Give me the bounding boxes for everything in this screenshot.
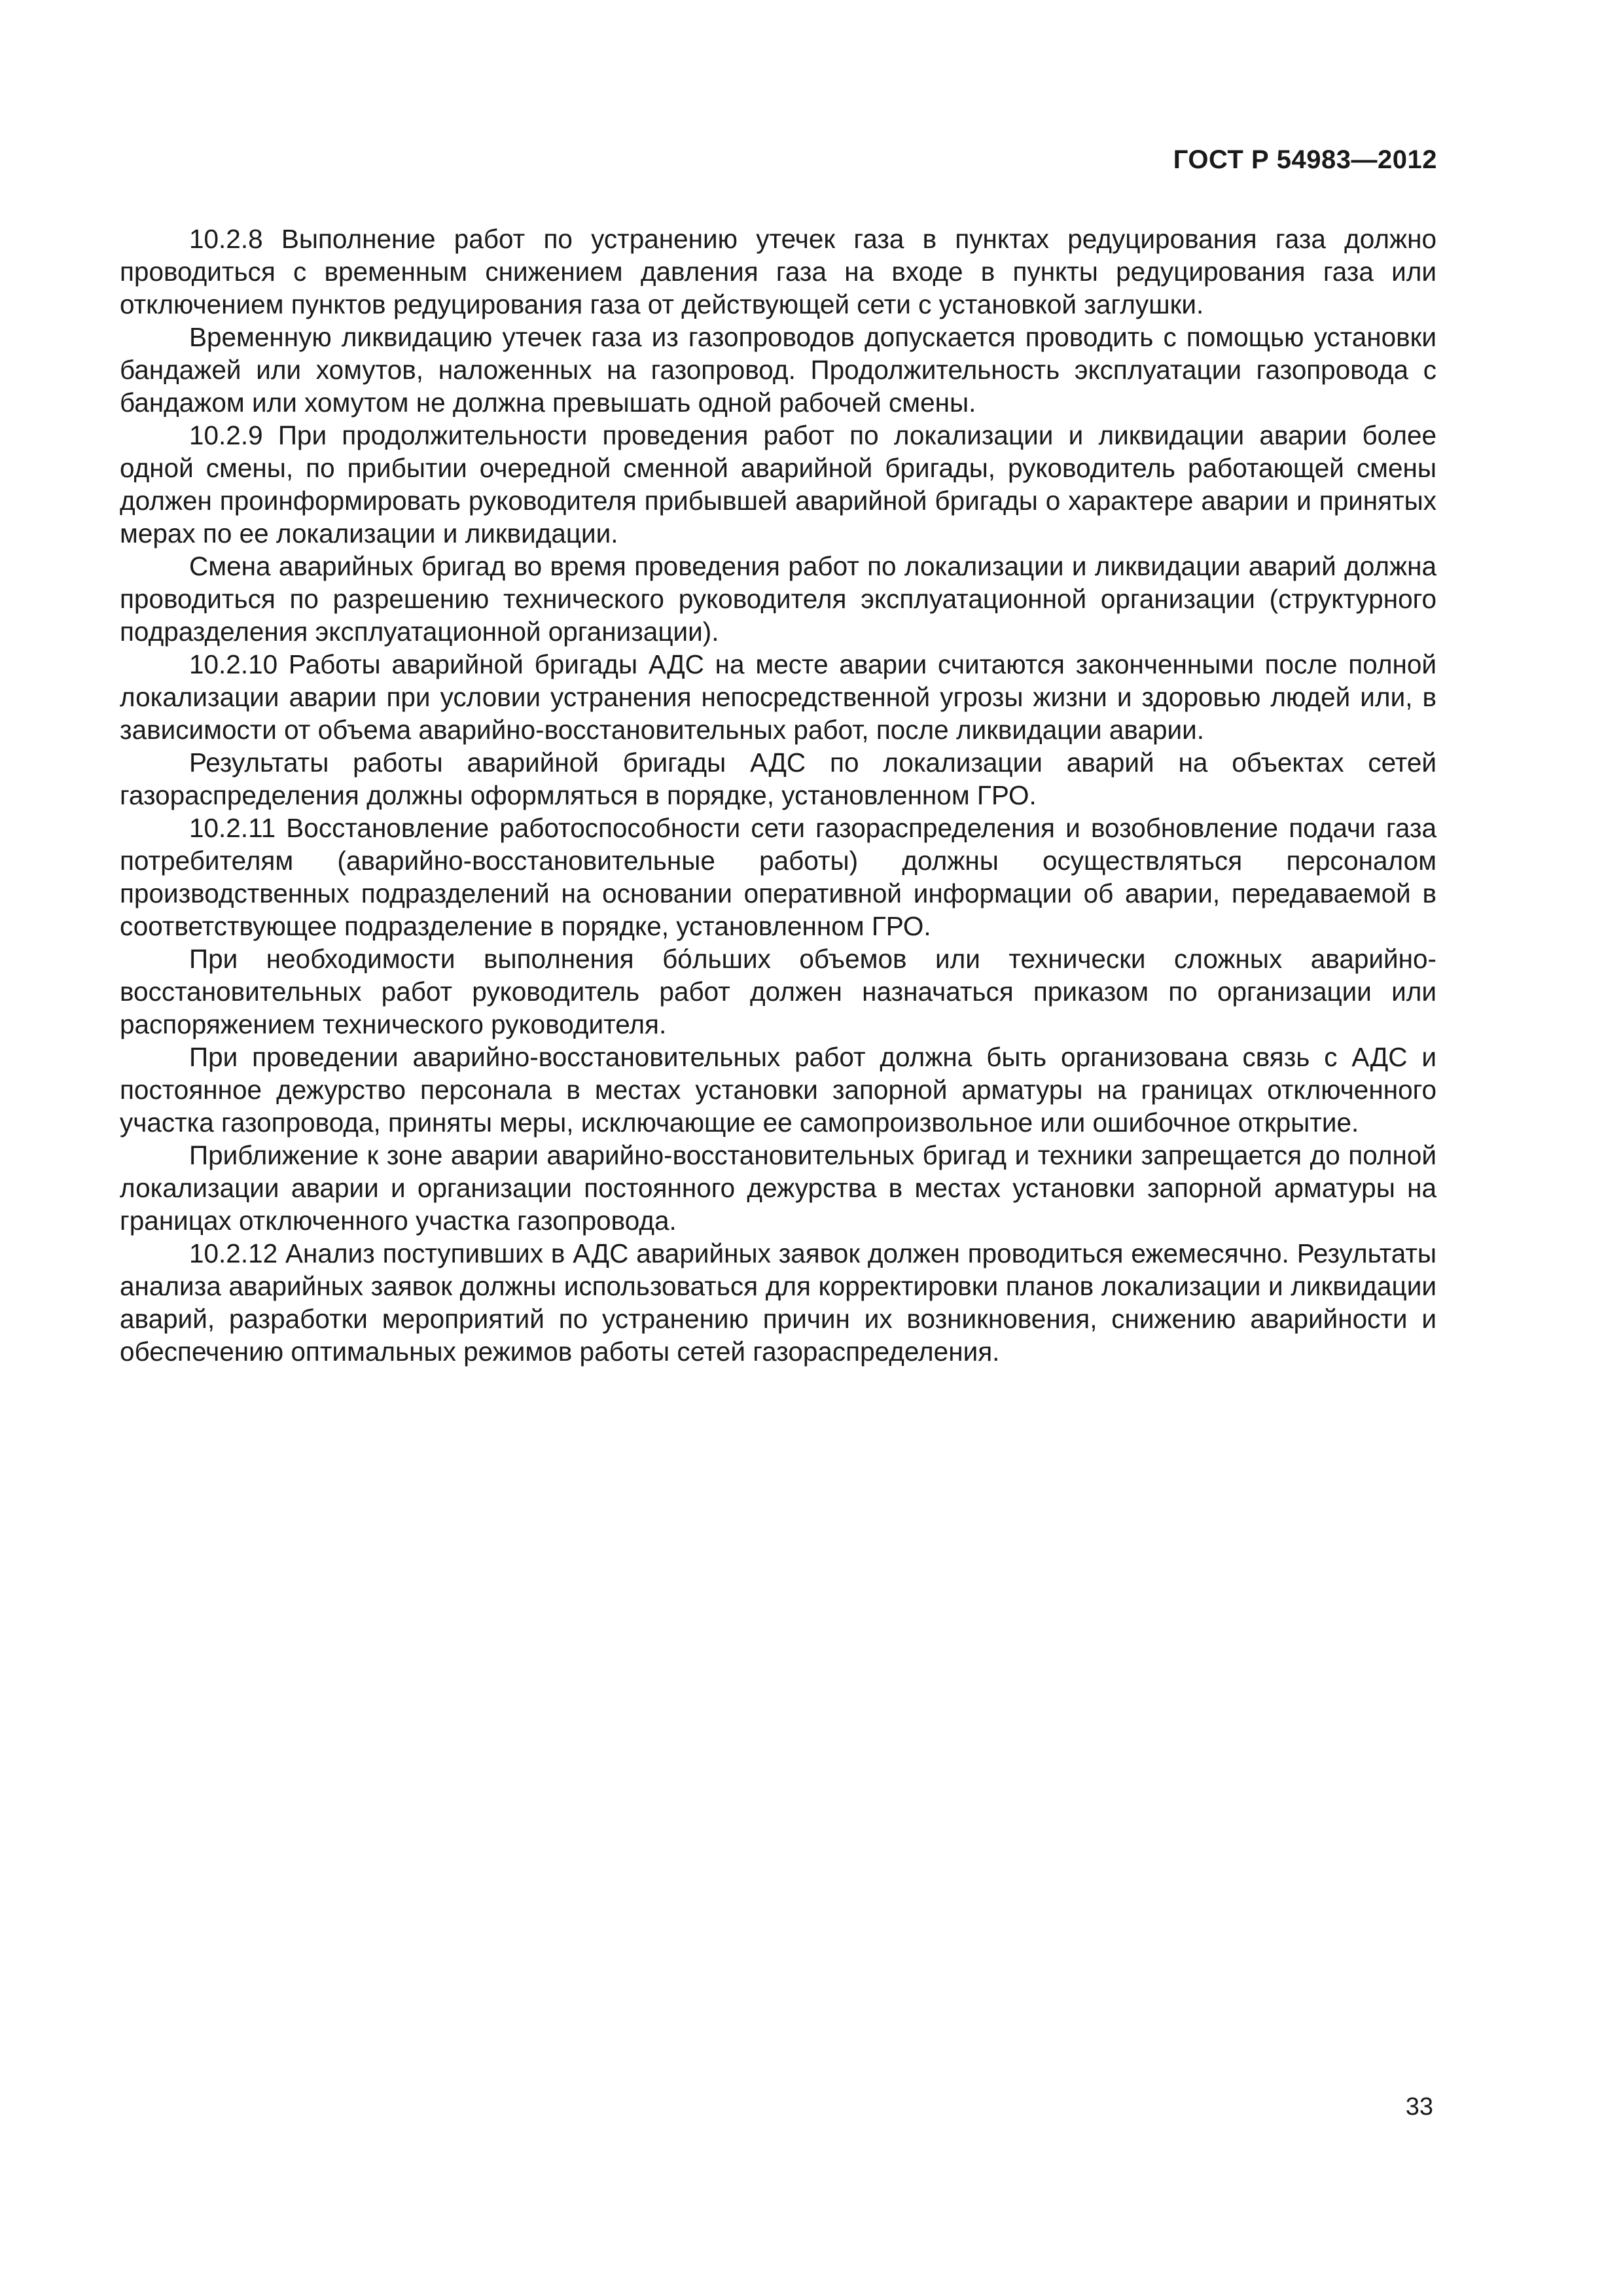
body-text	[120, 223, 1436, 1368]
paragraph-10-2-9: 10.2.9 При продолжительности проведения работ по локализации и ликвидации аварии более одной смены, по прибытии очередной сменной аварийной бригады, руководитель работающей смены должен проинформировать руководителя прибывшей аварийной бригады о характере аварии и принятых мерах по ее локализации и ликвидации.	[120, 420, 1436, 548]
paragraph-10-2-8: 10.2.8 Выполнение работ по устранению утечек газа в пунктах редуцирования газа должно проводиться с временным снижением давления газа на входе в пункты редуцирования газа или отключением пунктов редуцирования газа от действующей сети с установкой заглушки.	[120, 224, 1436, 319]
paragraph-10-2-10: 10.2.10 Работы аварийной бригады АДС на месте аварии считаются законченными после полной локализации аварии при условии устранения непосредственной угрозы жизни и здоровью людей или, в зависимости от объема аварийно-восстановительных работ, после ликвидации аварии.	[120, 649, 1436, 745]
paragraph-10-2-12: 10.2.12 Анализ поступивших в АДС аварийных заявок должен проводиться ежемесячно. Результаты анализа аварийных заявок должны использоваться для корректировки планов локализации и ликвидации аварий, разработки мероприятий по устранению причин их возникновения, снижению аварийности и обеспечению оптимальных режимов работы сетей газораспределения.	[120, 1238, 1436, 1367]
paragraph-crew-results: Результаты работы аварийной бригады АДС по локализации аварий на объектах сетей газораспределения должны оформляться в порядке, установленном ГРО.	[120, 747, 1436, 810]
paragraph-large-works: При необходимости выполнения бо́льших объемов или технически сложных аварийно-восстановительных работ руководитель работ должен назначаться приказом по организации или распоряжением технического руководителя.	[120, 944, 1436, 1039]
page-number: 33	[1405, 2093, 1433, 2121]
paragraph-approach-prohibition: Приближение к зоне аварии аварийно-восстановительных бригад и техники запрещается до полной локализации аварии и организации постоянного дежурства в местах установки запорной арматуры на границах отключенного участка газопровода.	[120, 1140, 1436, 1236]
paragraph-communication: При проведении аварийно-восстановительных работ должна быть организована связь с АДС и постоянное дежурство персонала в местах установки запорной арматуры на границах отключенного участка газопровода, приняты меры, исключающие ее самопроизвольное или ошибочное открытие.	[120, 1042, 1436, 1138]
paragraph-temporary-leak-elimination: Временную ликвидацию утечек газа из газопроводов допускается проводить с помощью установки бандажей или хомутов, наложенных на газопровод. Продолжительность эксплуатации газопровода с бандажом или хомутом не должна превышать одной рабочей смены.	[120, 322, 1436, 418]
document-code-header: ГОСТ Р 54983—2012	[1173, 145, 1437, 174]
paragraph-10-2-11: 10.2.11 Восстановление работоспособности сети газораспределения и возобновление подачи газа потребителям (аварийно-восстановительные работы) должны осуществляться персоналом производственных подразделений на основании оперативной информации об аварии, передаваемой в соответствующее подразделение в порядке, установленном ГРО.	[120, 813, 1436, 941]
paragraph-crew-change: Смена аварийных бригад во время проведения работ по локализации и ликвидации аварий должна проводиться по разрешению технического руководителя эксплуатационной организации (структурного подразделения эксплуатационной организации).	[120, 551, 1436, 647]
